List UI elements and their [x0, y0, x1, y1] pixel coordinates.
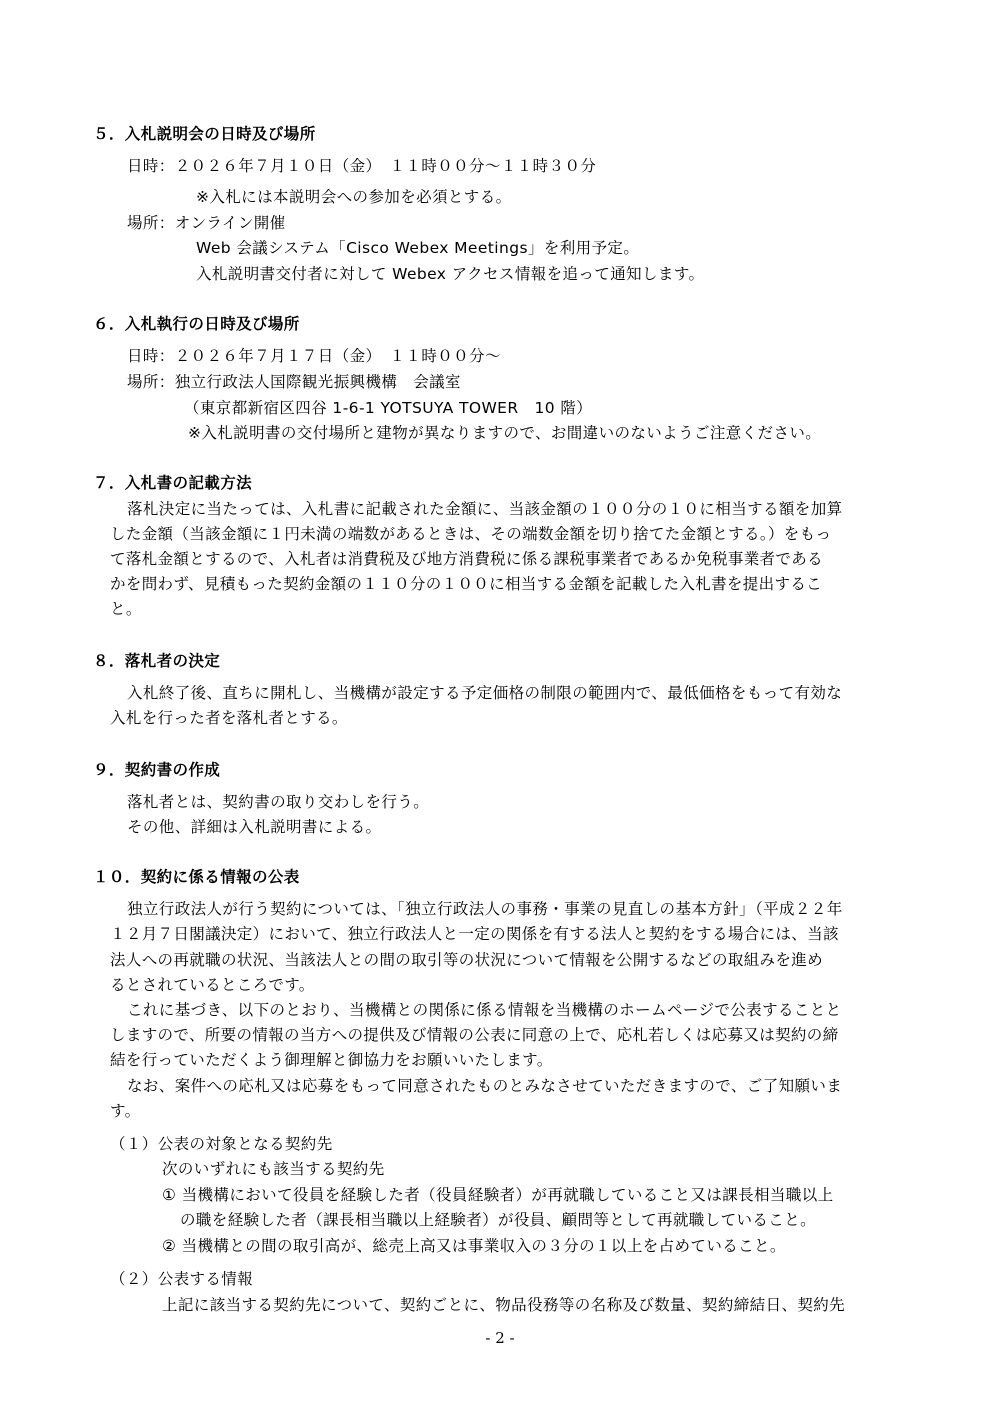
s10-p1-line: 法人への再就職の状況、当該法人との間の取引等の状況について情報を公開するなどの取組みを進め: [110, 951, 823, 969]
s7-line: と。: [110, 600, 142, 618]
s10-sub2-title: （２）公表する情報: [110, 1270, 254, 1288]
s10-sub1-title: （１）公表の対象となる契約先: [110, 1135, 333, 1153]
s6-date: 日時：２０２６年７月１７日（金） １１時００分～: [127, 347, 501, 365]
section-7-title: ７．入札書の記載方法: [93, 474, 253, 492]
section-8-title: ８．落札者の決定: [93, 652, 221, 670]
section-9-title: ９．契約書の作成: [93, 761, 221, 779]
s9-line-1: 落札者とは、契約書の取り交わしを行う。: [127, 793, 430, 811]
s7-line: て落札金額とするので、入札者は消費税及び地方消費税に係る課税事業者であるか免税事業者である: [110, 550, 823, 568]
s6-place: 場所：独立行政法人国際観光振興機構 会議室: [127, 373, 461, 391]
s7-line: した金額（当該金額に１円未満の端数があるときは、その端数金額を切り捨てた金額とする。）をもっ: [110, 525, 832, 543]
s10-p1-line: １２月７日閣議決定）において、独立行政法人と一定の関係を有する法人と契約をする場合には、当該: [110, 925, 839, 943]
page-number: - 2 -: [485, 1329, 515, 1347]
s10-p1-line: るとされているところです。: [110, 976, 315, 994]
s5-web-2: 入札説明書交付者に対して Webex アクセス情報を追って通知します。: [196, 265, 705, 283]
s5-note: ※入札には本説明会への参加を必須とする。: [196, 188, 512, 206]
s10-item-2: ② 当機構との間の取引高が、総売上高又は事業収入の３分の１以上を占めていること。: [162, 1237, 786, 1255]
s10-item-1-cont: の職を経験した者（課長相当職以上経験者）が役員、顧問等として再就職していること。: [180, 1211, 817, 1229]
s10-p3-line: す。: [110, 1102, 141, 1120]
s6-note: ※入札説明書の交付場所と建物が異なりますので、お間違いのないようご注意ください。: [188, 424, 822, 442]
section-10-title: １０．契約に係る情報の公表: [93, 868, 300, 886]
s10-p2-line: これに基づき、以下のとおり、当機構との関係に係る情報を当機構のホームページで公表することと: [127, 1001, 842, 1019]
s7-line: かを問わず、見積もった契約金額の１１０分の１００に相当する金額を記載した入札書を提出するこ: [110, 575, 823, 593]
s10-sub2-text: 上記に該当する契約先について、契約ごとに、物品役務等の名称及び数量、契約締結日、契約先: [162, 1296, 846, 1314]
s10-item-1: ① 当機構において役員を経験した者（役員経験者）が再就職していること又は課長相当職以上: [162, 1186, 834, 1204]
s6-address: （東京都新宿区四谷 1-6-1 YOTSUYA TOWER 10 階）: [184, 399, 593, 417]
s10-p2-line: しますので、所要の情報の当方への提供及び情報の公表に同意の上で、応札若しくは応募又は契約の締: [110, 1026, 839, 1044]
s10-p1-line: 独立行政法人が行う契約については、「独立行政法人の事務・事業の見直しの基本方針」（平成２２年: [127, 900, 843, 918]
s10-p3-line: なお、案件への応札又は応募をもって同意されたものとみなさせていただきますので、ご了知願いま: [127, 1077, 843, 1095]
section-5-title: ５．入札説明会の日時及び場所: [93, 125, 316, 143]
s10-sub1-intro: 次のいずれにも該当する契約先: [162, 1160, 385, 1178]
s10-p2-line: 結を行っていただくよう御理解と御協力をお願いいたします。: [110, 1051, 553, 1069]
s5-web-1: Web 会議システム「Cisco Webex Meetings」を利用予定。: [196, 239, 640, 257]
s7-line: 落札決定に当たっては、入札書に記載された金額に、当該金額の１００分の１０に相当する額を加算: [127, 500, 843, 518]
section-6-title: ６．入札執行の日時及び場所: [93, 315, 300, 333]
s8-line: 入札を行った者を落札者とする。: [110, 709, 348, 727]
s9-line-2: その他、詳細は入札説明書による。: [127, 818, 382, 836]
s5-date: 日時：２０２６年７月１０日（金） １１時００分～１１時３０分: [127, 157, 597, 175]
s8-line: 入札終了後、直ちに開札し、当機構が設定する予定価格の制限の範囲内で、最低価格をもって有効な: [127, 684, 843, 702]
s5-place: 場所：オンライン開催: [127, 214, 286, 232]
